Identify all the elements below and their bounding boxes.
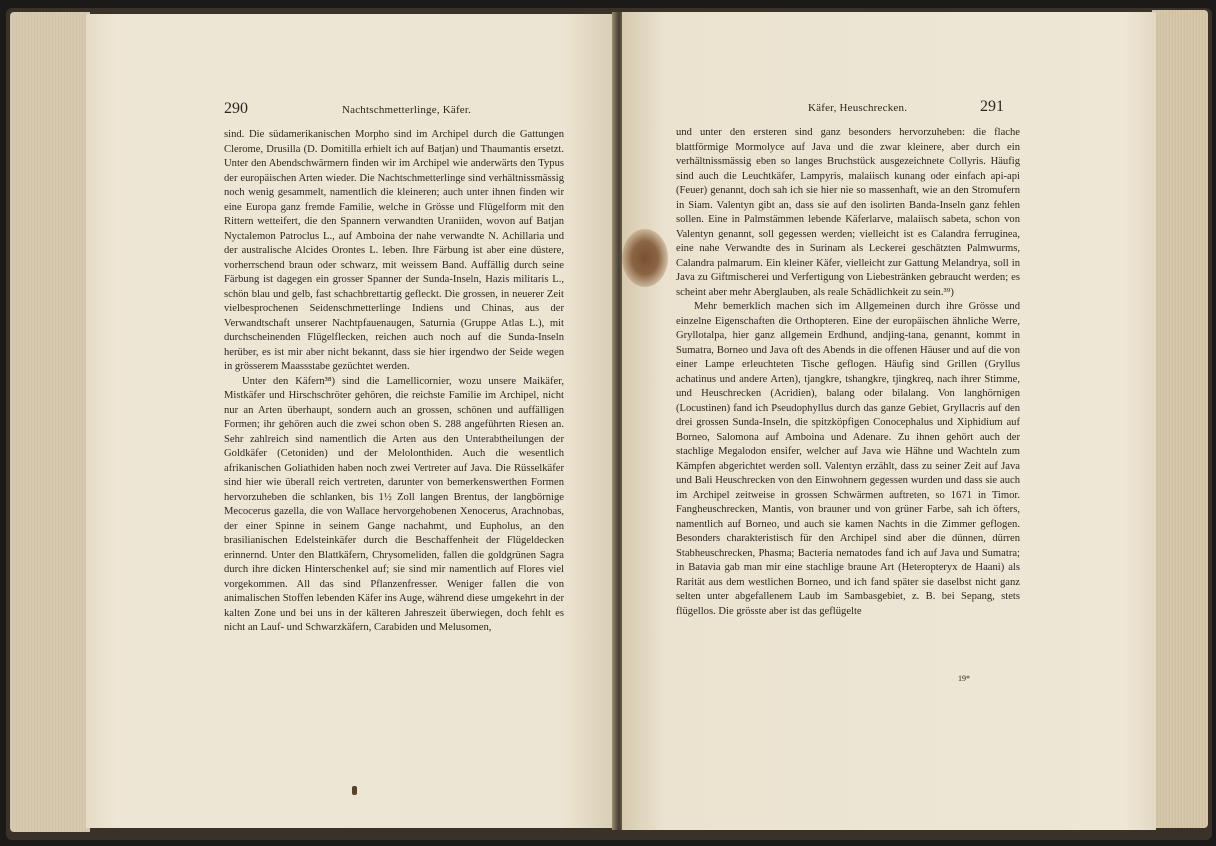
running-head: Nachtschmetterlinge, Käfer. [342, 104, 472, 116]
page-number: 291 [980, 98, 1004, 115]
body-text [676, 126, 1020, 619]
left-page-edges [10, 12, 90, 832]
paragraph: Mehr bemerklich machen sich im Allgemeinen durch ihre Grösse und einzelne Eigenschaften die Orthopteren. Eine der europäischen ähnliche Werre, Gryllotalpa, hier ganz allgemein Erdhund, andjing-tana, genannt, kommt in Sumatra, Borneo und Java oft des Abends in die offenen Häuser und auf die von einer Lampe erleuchteten Tische geflogen. Häufig sind Grillen (Gryllus achatinus und andere Arten), tjangkre, tshangkre, tjingkreq, nach ihrer Stimme, und Heuschrecken (Acridien), balang oder bilalang. Von langhörnigen (Locustinen) fand ich Pseudophyllus durch das ganze Gebiet, Gryllacris auf den drei grossen Sunda-Inseln, die spitzköpfigen Conocephalus und Xiphidium auf Borneo, Salomona auf Amboina und Adenare. Zu ihnen gehört auch der stachlige Megalodon ensifer, welcher auf Java wie Hähne und Wachteln zum Kämpfen abgerichtet werden soll. Valentyn erzählt, dass zu seiner Zeit auf Java und Bali Heuschrecken von den Einwohnern gegessen wurden und dass sie auch im Archipel zeitweise in grossen Schwärmen auftreten, so 1671 in Timor. Fangheuschrecken, Mantis, von brauner und von grüner Farbe, sah ich öfters, namentlich auf Borneo, und auch sie kamen Nachts in die Zimmer geflogen. Besonders charakteristisch für den Archipel sind aber die dünnen, dürren Stabheuschrecken, Phasma; Bacteria nematodes fand ich auf Java und Sumatra; in Batavia gab man mir eine stachlige braune Art (Heteropteryx de Haani) als Rarität aus dem westlichen Borneo, und ich fand später sie daselbst nicht ganz selten unter abgefallenem Laub im Sambasgebiet, z. B. bei Sepang, stets flügellos. Die grösste aber ist das geflügelte [676, 301, 1020, 617]
ink-spot [352, 786, 357, 795]
body-text [224, 128, 564, 636]
right-page [622, 12, 1156, 830]
paragraph: und unter den ersteren sind ganz besonders hervorzuheben: die flache blattförmige Mormolyce auf Java und die zwar kleinere, aber durch ein verhältnissmässig eben so langes Bruchstück ausgezeichnete Collyris. Häufig sind auch die Leuchtkäfer, Lampyris, malaiisch kunang oder einfach api-api (Feuer) genannt, doch sah ich sie hier nie so massenhaft, wie an den Stromufern in Siam. Valentyn gibt an, dass sie auf den isolirten Banda-Inseln ganz fehlen sollen. Eine in Palmstämmen lebende Käferlarve, malaiisch sabeta, schon von Valentyn genannt, soll gegessen werden; vielleicht ist es Calandra ferruginea, eine nahe Verwandte des in Surinam als Leckerei geschätzten Palmwurms, Calandra palmarum. Ein kleiner Käfer, vielleicht zur Gattung Melandrya, soll in Java zu Giftmischerei und Verfertigung von Liebestränken gebraucht werden; es scheint aber mehr Aberglauben, als reale Schädlichkeit zu sein.³⁹) [676, 127, 1020, 298]
left-page [86, 14, 614, 828]
paragraph: Unter den Käfern³⁸) sind die Lamellicornier, wozu unsere Maikäfer, Mistkäfer und Hirschschröter gehören, die reichste Familie im Archipel, nicht nur an Arten überhaupt, sondern auch an grossen, schönen und auffälligen Formen; ihr gehören auch die zwei schon oben S. 288 angeführten Riesen an. Sehr zahlreich sind namentlich die Arten aus den Unterabtheilungen der Goldkäfer (Cetoniden) und der Melolonthiden. Auch die wesentlich afrikanischen Goliathiden haben noch zwei Vertreter auf Java. Die Rüsselkäfer sind hier wie überall reich vertreten, darunter von bemerkenswerthen Formen hervorzuheben die schlanken, bis 1½ Zoll langen Brentus, der langbörnige Mecocerus gazella, die von Wallace hervorgehobenen Xenocerus, Arachnobas, der einer Spinne in seinem Gange nachahmt, und Eupholus, an den brasilianischen Edelsteinkäfer durch die Beschaffenheit der Flügeldecken erinnernd. Unter den Blattkäfern, Chrysomeliden, fallen die goldgrünen Sagra durch ihre dicken Hinterschenkel auf; sie sind mir namentlich auf Flores viel vorgekommen. All das sind Pflanzenfresser. Weniger fallen die von animalischen Stoffen lebenden Käfer ins Auge, während diese umgekehrt in der kalten Zone und bei uns in der kälteren Jahreszeit überwiegen, doch fehlt es nicht an Lauf- und Schwarzkäfern, Carabiden und Melusomen, [224, 375, 564, 633]
signature-mark: 19* [958, 674, 970, 683]
right-page-edges [1152, 10, 1208, 828]
paragraph: sind. Die südamerikanischen Morpho sind im Archipel durch die Gattungen Clerome, Drusilla (D. Domitilla erhielt ich auf Batjan) und Thaumantis ersetzt. Unter den Abendschwärmern finden wir im Archipel wie anderwärts den Typus der europäischen Arten wieder. Die Nachtschmetterlinge sind verhältnissmässig noch wenig gesammelt, namentlich die kleineren; auch unter ihnen finden wir eine Europa ganz fremde Familie, welche in Grösse und Flügelform mit den Rittern wetteifert, die den Spannern verwandten Uraniiden, wovon auf Batjan Nyctalemon Patroclus L., auf Amboina der nahe verwandte N. Achillaria und der australische Alcides Orontes L. leben. Ihre Färbung ist aber eine düstere, vorherrschend braun oder schwarz, mit weissem Band. Auffällig durch seine Färbung ist dagegen ein grosser Spanner der Sunda-Inseln, Hazis militaris L., schön blau und gelb, fast schachbrettartig gefleckt. Die grossen, in neuerer Zeit vielbesprochenen Seidenschmetterlinge Indiens und Chinas, aus der Verwandtschaft unserer Nachtpfauenaugen, Saturnia (Gruppe Atlas L.), mit durchscheinenden Flügelflecken, reichen auch noch auf die Sunda-Inseln herüber, es ist mir aber nicht bekannt, dass sie hier irgendwo der Seide wegen in grösserem Maassstabe gezüchtet werden. [224, 129, 564, 372]
stain [622, 229, 668, 287]
running-head: Käfer, Heuschrecken. [808, 102, 908, 114]
page-number: 290 [224, 100, 248, 117]
